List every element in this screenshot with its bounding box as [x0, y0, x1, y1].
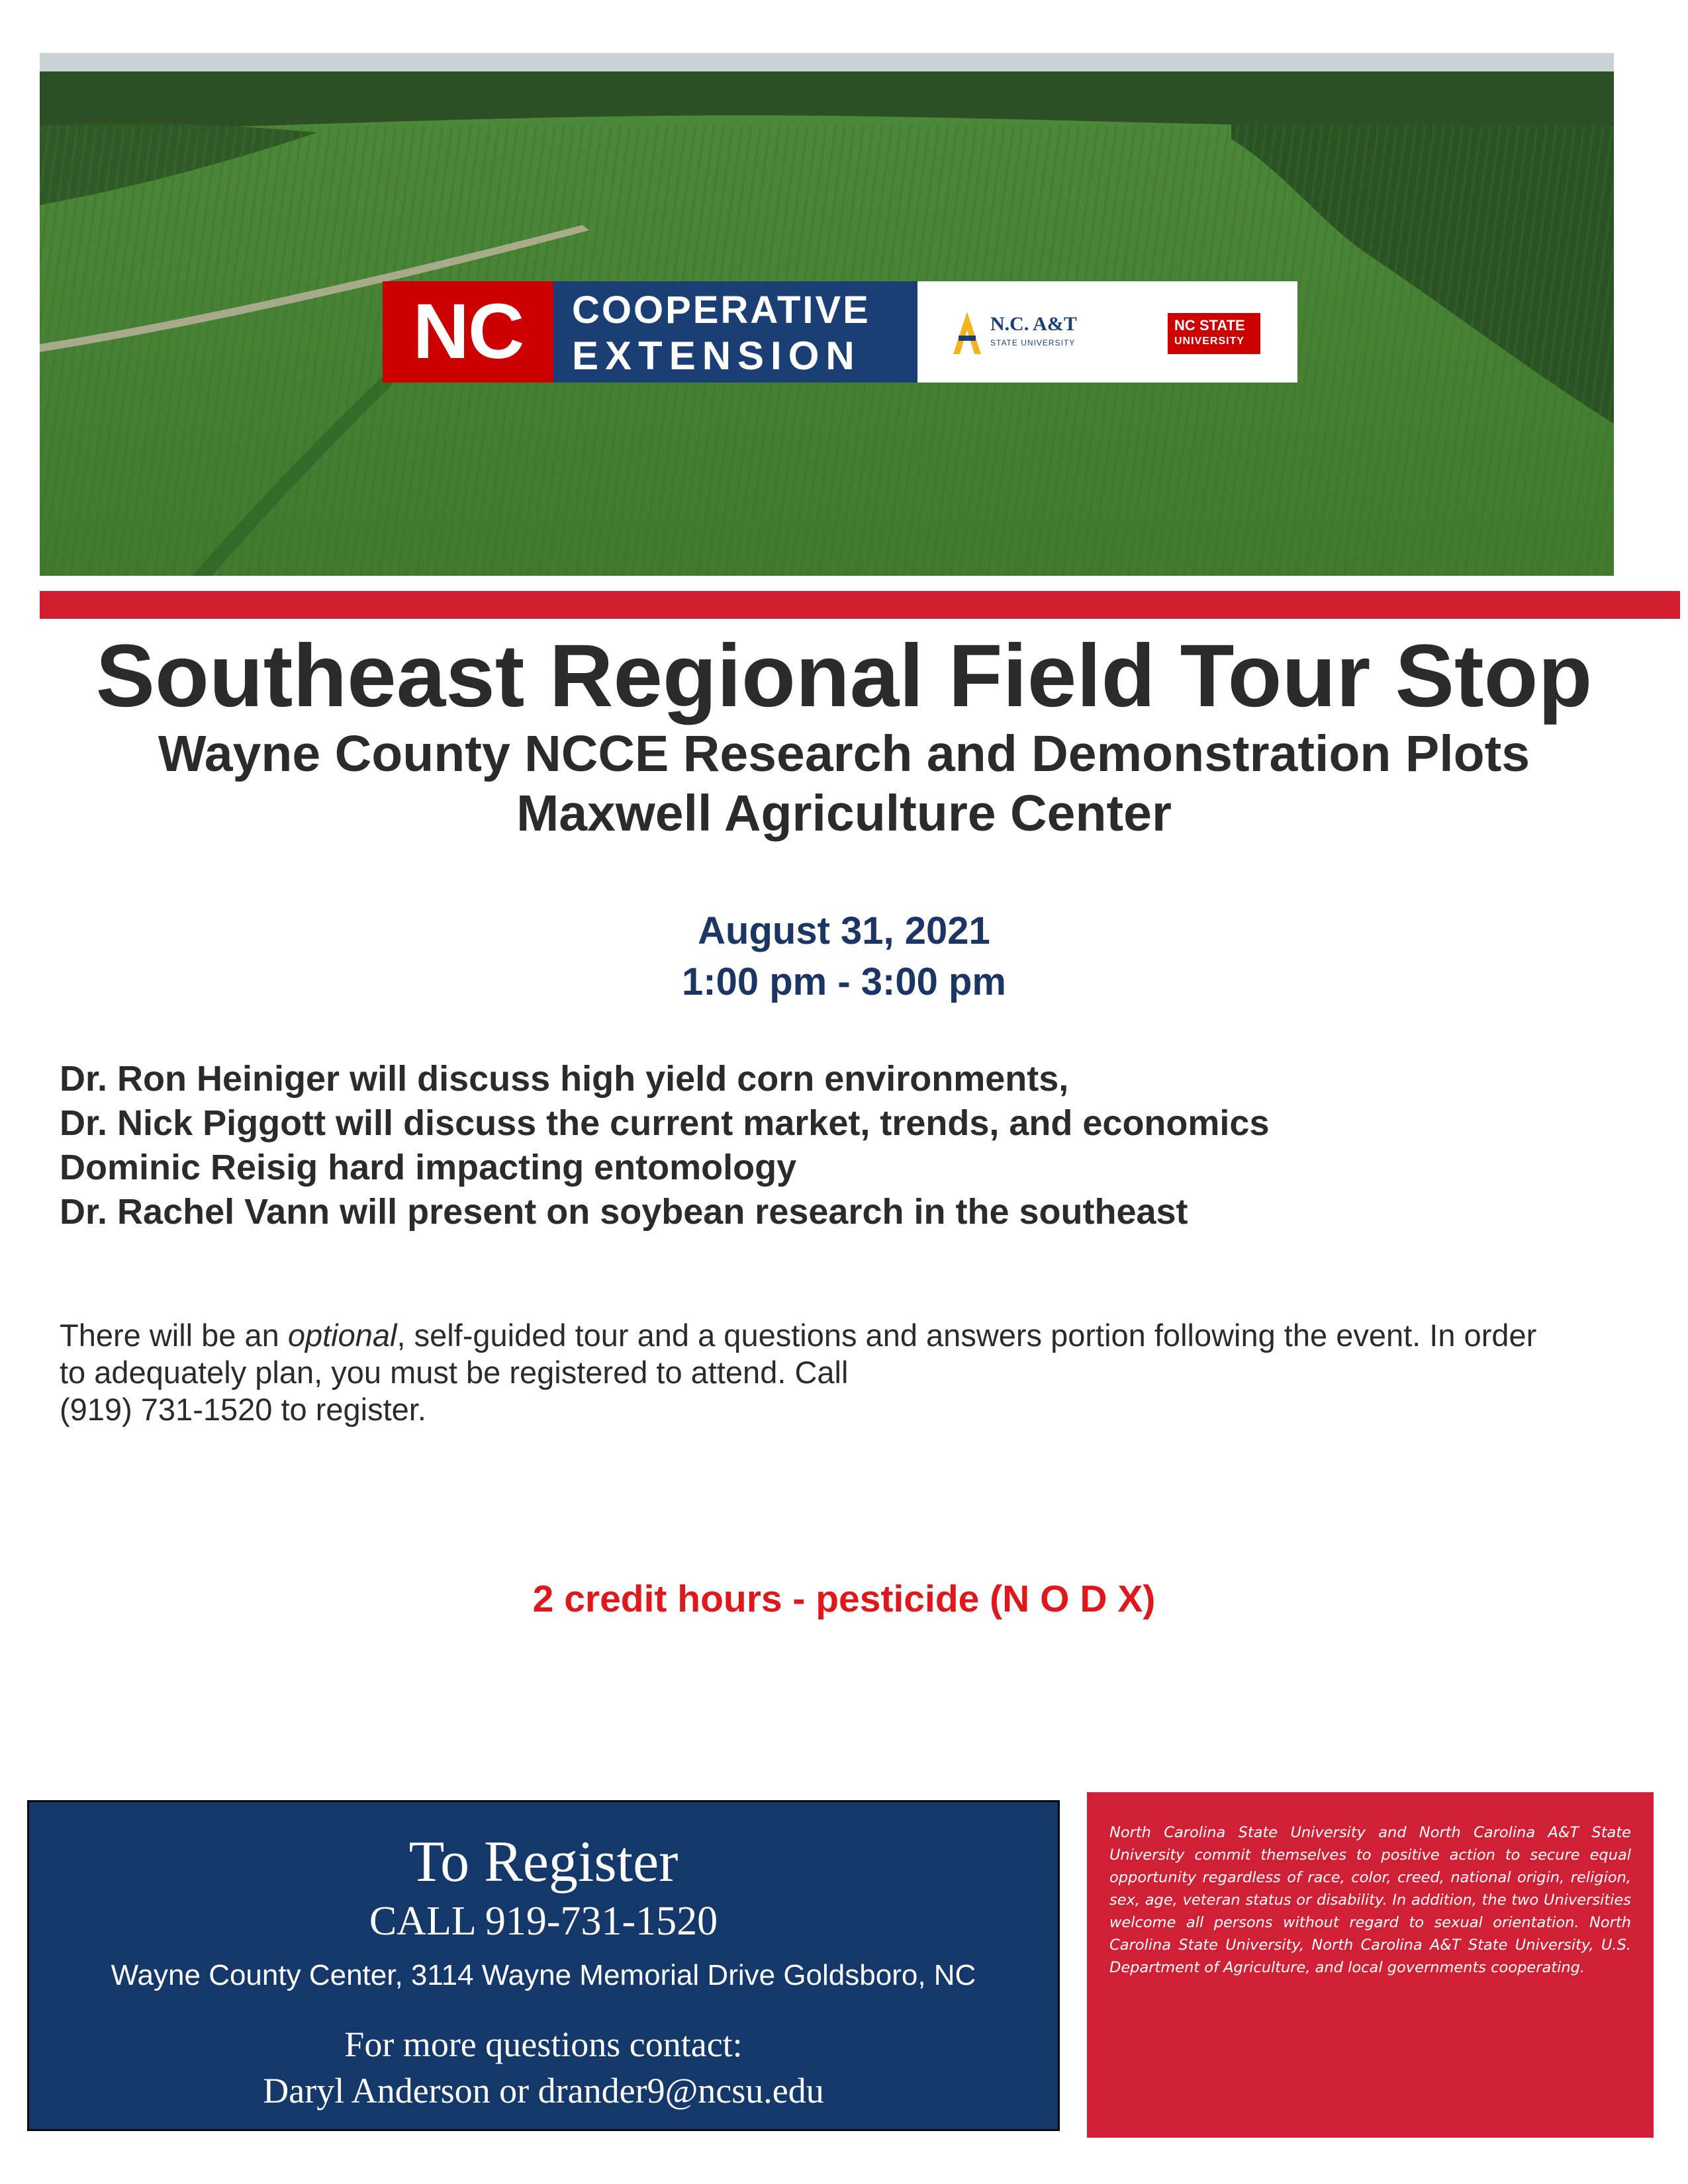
cooperative-extension-logo — [553, 281, 917, 383]
register-phone: CALL 919-731-1520 — [369, 1899, 718, 1944]
register-box — [27, 1800, 1060, 2131]
description-emphasis: optional — [287, 1318, 397, 1353]
event-date: August 31, 2021 — [698, 909, 990, 952]
logo-extension-text: EXTENSION — [572, 334, 861, 378]
speaker-item: Dr. Ron Heiniger will discuss high yield corn environments, — [60, 1059, 1069, 1099]
speaker-item: Dr. Rachel Vann will present on soybean research in the southeast — [60, 1192, 1188, 1232]
description-line — [60, 1317, 1648, 1354]
description-line1-rest: , self-guided tour and a questions and answers portion following the event. In order — [397, 1318, 1537, 1353]
subtitle-plots: Wayne County NCCE Research and Demonstration Plots — [158, 725, 1530, 782]
ncstate-line1: NC STATE — [1174, 317, 1245, 334]
description-phone-line: (919) 731-1520 to register. — [60, 1392, 426, 1427]
speaker-item: Dr. Nick Piggott will discuss the current market, trends, and economics — [60, 1103, 1270, 1143]
event-time: 1:00 pm - 3:00 pm — [682, 960, 1006, 1003]
subtitle-location: Maxwell Agriculture Center — [516, 785, 1172, 842]
ncat-logo — [951, 310, 1096, 357]
contact-label: For more questions contact: — [344, 2025, 743, 2064]
nc-logo-mark: NC — [383, 281, 553, 383]
credit-hours: 2 credit hours - pesticide (N O D X) — [532, 1578, 1156, 1620]
description-prefix: There will be an — [60, 1318, 288, 1353]
logo-bar — [383, 281, 1297, 383]
red-divider — [40, 591, 1680, 619]
ncat-subtitle: STATE UNIVERSITY — [990, 338, 1076, 347]
speaker-list — [60, 1057, 1648, 1234]
ncat-aggie-icon — [951, 310, 984, 357]
contact-info: Daryl Anderson or drander9@ncsu.edu — [263, 2071, 824, 2111]
logo-cooperative-text: COOPERATIVE — [572, 289, 870, 332]
register-title: To Register — [408, 1830, 679, 1894]
disclaimer-box — [1087, 1792, 1654, 2138]
ncstate-logo — [1168, 313, 1260, 354]
disclaimer-text: North Carolina State University and North Carolina A&T State University commit themselves to positive action to secure equal opportunity regardless of race, color, creed, national origin, religion, sex, age, veteran status or disability. In addition, the two Universities welcome all persons without regard to sexual orientation. North Carolina State University, North Carolina A&T State University, U.S. Department of Agriculture, and local governments cooperating. — [1109, 1824, 1631, 1976]
event-description — [60, 1317, 1648, 1428]
page-title: Southeast Regional Field Tour Stop — [95, 627, 1593, 725]
description-line: to adequately plan, you must be registered to attend. Call — [60, 1355, 849, 1390]
speaker-item: Dominic Reisig hard impacting entomology — [60, 1148, 797, 1187]
ncstate-line2: UNIVERSITY — [1174, 336, 1245, 347]
register-address: Wayne County Center, 3114 Wayne Memorial Drive Goldsboro, NC — [111, 1959, 976, 1991]
ncat-name: N.C. A&T — [990, 313, 1077, 335]
